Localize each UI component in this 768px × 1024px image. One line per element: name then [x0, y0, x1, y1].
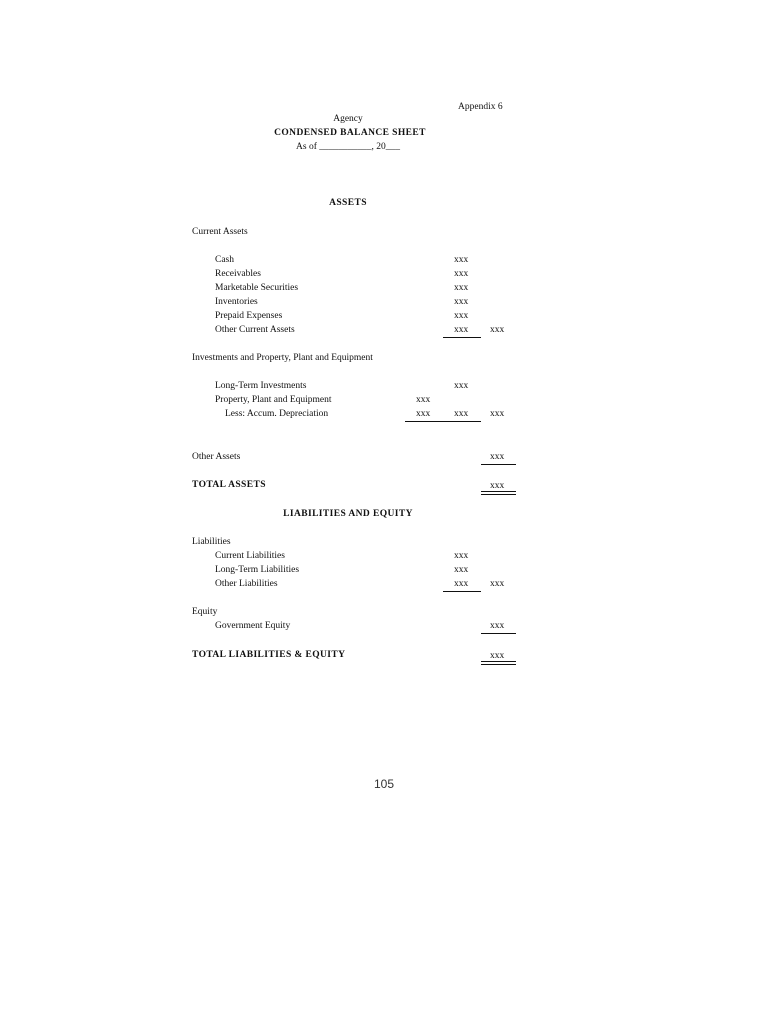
line-item-value: xxx — [454, 579, 469, 589]
underline — [443, 591, 481, 592]
subtotal-value: xxx — [490, 452, 505, 462]
line-item-value: xxx — [454, 311, 469, 321]
line-item-label: Marketable Securities — [215, 283, 299, 293]
line-item-label: Current Liabilities — [215, 551, 285, 561]
equity-label: Equity — [192, 607, 218, 617]
line-item-value: xxx — [454, 269, 469, 279]
line-item-label: Cash — [215, 255, 234, 265]
subtotal-value: xxx — [490, 409, 505, 419]
liabilities-equity-heading: LIABILITIES AND EQUITY — [283, 509, 413, 519]
line-item-value: xxx — [416, 409, 431, 419]
line-item-value: xxx — [454, 381, 469, 391]
assets-heading: ASSETS — [329, 198, 367, 208]
appendix-label: Appendix 6 — [458, 102, 503, 112]
subtotal-value: xxx — [490, 621, 505, 631]
line-item-value: xxx — [454, 255, 469, 265]
as-of-date: As of ___________, 20___ — [296, 142, 400, 152]
liabilities-label: Liabilities — [192, 537, 231, 547]
line-item-label: Other Liabilities — [215, 579, 278, 589]
current-assets-label: Current Assets — [192, 227, 248, 237]
line-item-label: Receivables — [215, 269, 261, 279]
page-number: 105 — [373, 777, 395, 791]
underline — [481, 464, 516, 465]
document-title: CONDENSED BALANCE SHEET — [274, 128, 426, 138]
double-underline — [481, 661, 516, 665]
total-liabilities-equity-label: TOTAL LIABILITIES & EQUITY — [192, 650, 346, 660]
line-item-label: Other Current Assets — [215, 325, 295, 335]
total-liabilities-equity-value: xxx — [490, 651, 505, 661]
line-item-value: xxx — [454, 297, 469, 307]
underline — [481, 633, 516, 634]
underline — [443, 337, 481, 338]
line-item-value: xxx — [416, 395, 431, 405]
underline — [405, 421, 481, 422]
line-item-value: xxx — [454, 565, 469, 575]
line-item-value: xxx — [454, 283, 469, 293]
subtotal-value: xxx — [490, 325, 505, 335]
other-assets-label: Other Assets — [192, 452, 241, 462]
total-assets-value: xxx — [490, 481, 505, 491]
line-item-label: Inventories — [215, 297, 258, 307]
line-item-label: Long-Term Liabilities — [215, 565, 300, 575]
line-item-label: Less: Accum. Depreciation — [225, 409, 329, 419]
line-item-value: xxx — [454, 551, 469, 561]
line-item-label: Property, Plant and Equipment — [215, 395, 332, 405]
line-item-label: Government Equity — [215, 621, 291, 631]
total-assets-label: TOTAL ASSETS — [192, 480, 266, 490]
net-value: xxx — [454, 409, 469, 419]
investments-label: Investments and Property, Plant and Equipment — [192, 353, 373, 363]
line-item-label: Prepaid Expenses — [215, 311, 283, 321]
agency-label: Agency — [333, 114, 363, 124]
line-item-label: Long-Term Investments — [215, 381, 307, 391]
double-underline — [481, 491, 516, 495]
subtotal-value: xxx — [490, 579, 505, 589]
line-item-value: xxx — [454, 325, 469, 335]
